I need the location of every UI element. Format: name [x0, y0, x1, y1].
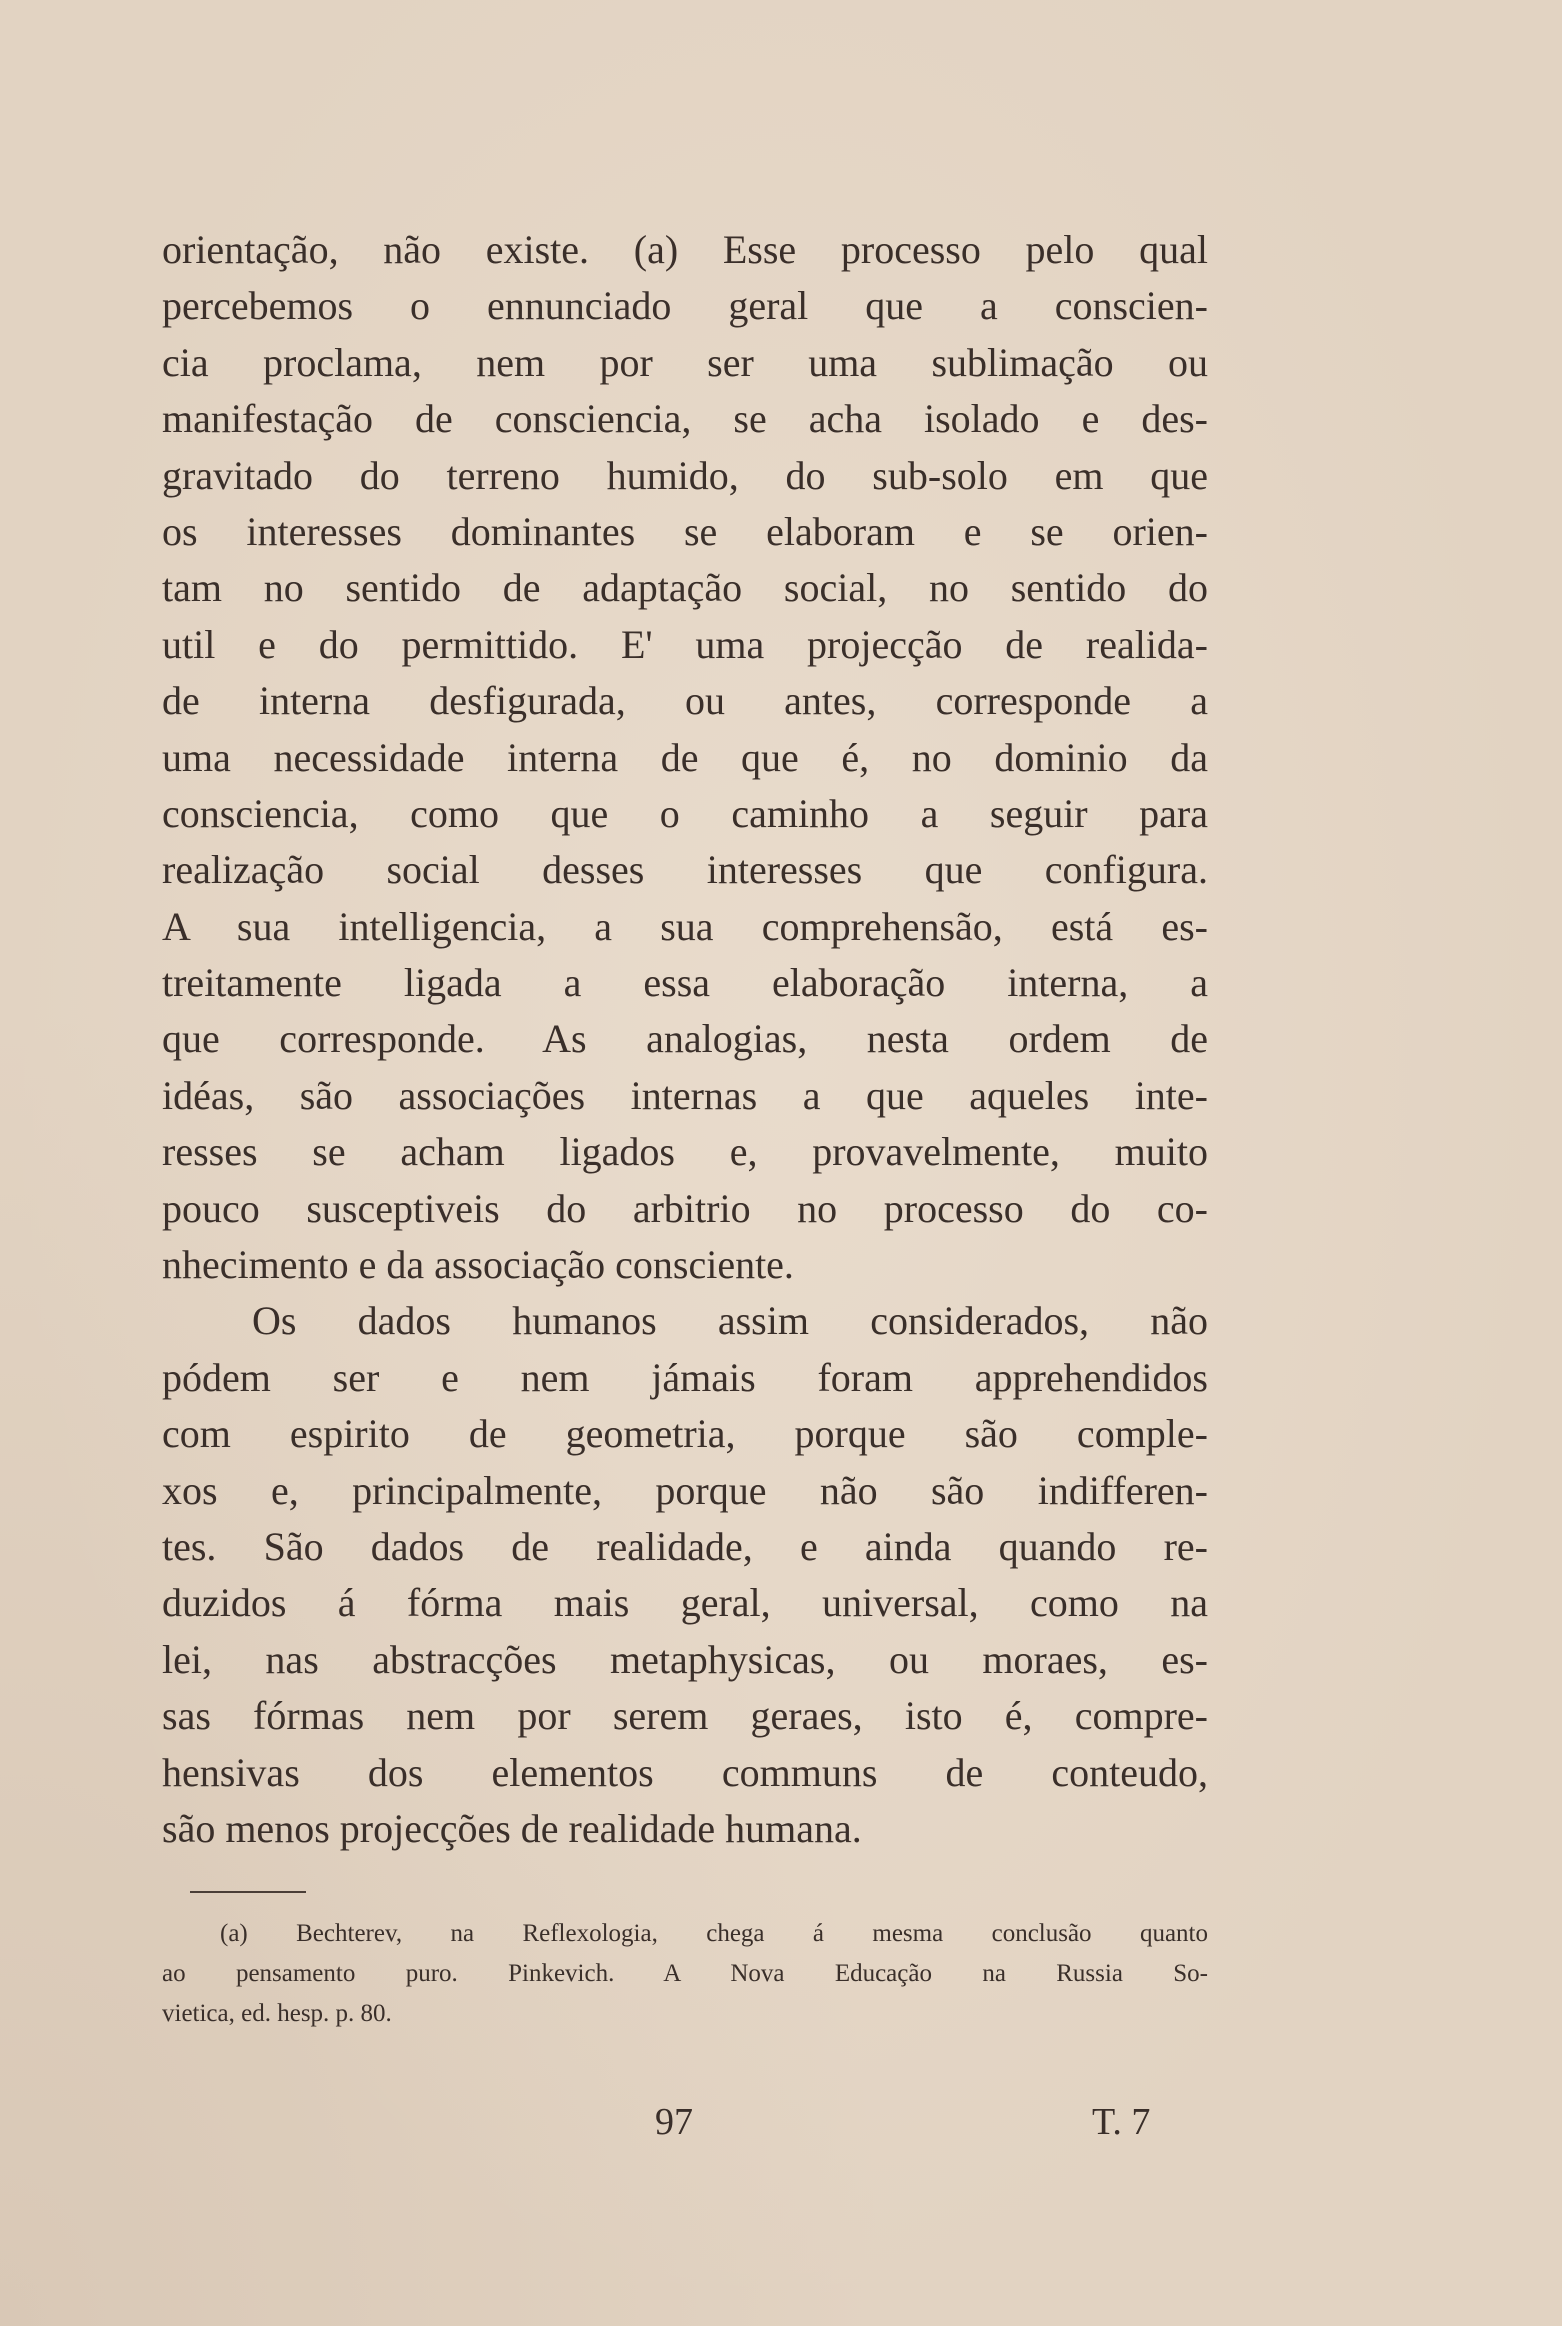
text-line: Os dados humanos assim considerados, não	[252, 1298, 1208, 1344]
body-text	[162, 222, 1208, 1857]
text-line: tes. São dados de realidade, e ainda quando re-	[162, 1523, 1208, 1569]
page-number: 97	[655, 2101, 693, 2143]
footnote	[162, 1914, 1208, 2034]
footnote-divider	[190, 1891, 306, 1893]
text-line: lei, nas abstracções metaphysicas, ou moraes, es-	[162, 1636, 1208, 1682]
text-line: cia proclama, nem por ser uma sublimação ou	[162, 339, 1208, 385]
text-line: util e do permittido. E' uma projecção de realida-	[162, 621, 1208, 667]
text-line: gravitado do terreno humido, do sub-solo em que	[162, 452, 1208, 498]
text-line: os interesses dominantes se elaboram e se orien-	[162, 508, 1208, 554]
text-line: são menos projecções de realidade humana.	[162, 1805, 862, 1851]
text-line: tam no sentido de adaptação social, no sentido do	[162, 565, 1208, 611]
text-line: A sua intelligencia, a sua comprehensão, está es-	[162, 903, 1208, 949]
text-line: idéas, são associações internas a que aqueles inte-	[162, 1072, 1208, 1118]
text-line: xos e, principalmente, porque não são indifferen-	[162, 1467, 1208, 1513]
text-line: manifestação de consciencia, se acha isolado e des-	[162, 396, 1208, 442]
text-line: sas fórmas nem por serem geraes, isto é, compre-	[162, 1693, 1208, 1739]
signature-mark: T. 7	[1092, 2101, 1151, 2143]
footnote-line: ao pensamento puro. Pinkevich. A Nova Educação na Russia So-	[162, 1960, 1208, 1987]
text-line: hensivas dos elementos communs de conteudo,	[162, 1749, 1208, 1795]
text-line: treitamente ligada a essa elaboração interna, a	[162, 960, 1208, 1006]
text-line: duzidos á fórma mais geral, universal, como na	[162, 1580, 1208, 1626]
text-line: realização social desses interesses que configura.	[162, 847, 1208, 893]
paragraph-1	[162, 222, 1208, 1293]
text-line: pódem ser e nem jámais foram apprehendidos	[162, 1354, 1208, 1400]
text-line: uma necessidade interna de que é, no dominio da	[162, 734, 1208, 780]
footnote-line: (a) Bechterev, na Reflexologia, chega á mesma conclusão quanto	[220, 1920, 1208, 1947]
text-line: com espirito de geometria, porque são comple-	[162, 1411, 1208, 1457]
footnote-line: vietica, ed. hesp. p. 80.	[162, 2000, 392, 2027]
text-line: percebemos o ennunciado geral que a conscien-	[162, 283, 1208, 329]
text-line: pouco susceptiveis do arbitrio no processo do co-	[162, 1185, 1208, 1231]
text-line: que corresponde. As analogias, nesta ordem de	[162, 1016, 1208, 1062]
text-line: resses se acham ligados e, provavelmente, muito	[162, 1129, 1208, 1175]
text-line: de interna desfigurada, ou antes, corresponde a	[162, 678, 1208, 724]
text-line: nhecimento e da associação consciente.	[162, 1242, 794, 1288]
text-line: consciencia, como que o caminho a seguir para	[162, 790, 1208, 836]
text-line: orientação, não existe. (a) Esse processo pelo qual	[162, 227, 1208, 272]
paragraph-2	[162, 1293, 1208, 1857]
